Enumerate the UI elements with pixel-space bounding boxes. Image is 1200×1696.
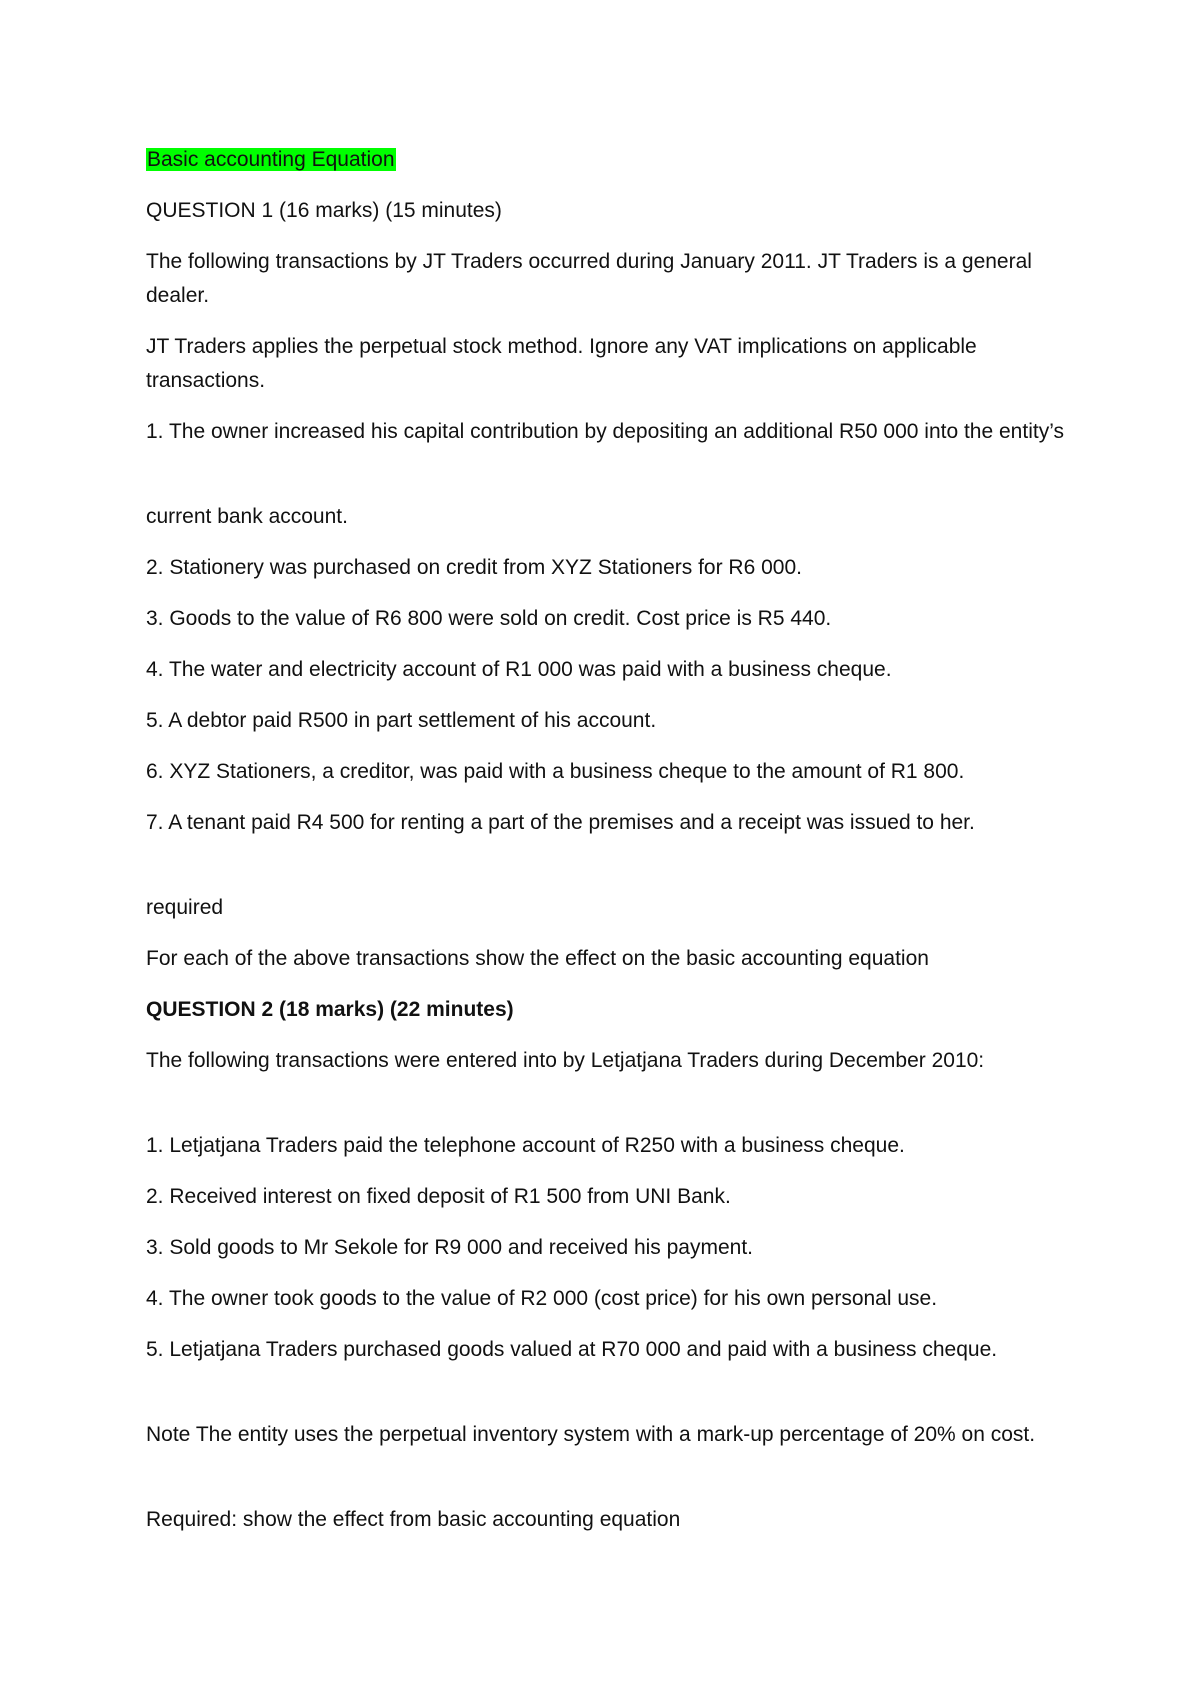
- q2-note: Note The entity uses the perpetual inventory system with a mark-up percentage of 20% on cost.: [146, 1423, 1036, 1446]
- document-title: [146, 143, 1066, 177]
- q1-item-4: 4. The water and electricity account of R1 000 was paid with a business cheque.: [146, 658, 892, 681]
- q2-item-4: 4. The owner took goods to the value of R2 000 (cost price) for his own personal use.: [146, 1287, 938, 1310]
- q2-heading: QUESTION 2 (18 marks) (22 minutes): [146, 998, 514, 1021]
- q1-required-text: For each of the above transactions show the effect on the basic accounting equation: [146, 947, 929, 970]
- q1-method: JT Traders applies the perpetual stock method. Ignore any VAT implications on applicable transactions.: [146, 335, 977, 392]
- q1-item-7: 7. A tenant paid R4 500 for renting a part of the premises and a receipt was issued to her.: [146, 811, 975, 834]
- q2-item-5: 5. Letjatjana Traders purchased goods valued at R70 000 and paid with a business cheque.: [146, 1338, 998, 1361]
- q1-intro: The following transactions by JT Traders occurred during January 2011. JT Traders is a general dealer.: [146, 250, 1032, 307]
- q1-item-1a: 1. The owner increased his capital contribution by depositing an additional R50 000 into the entity’s: [146, 420, 1064, 443]
- q1-heading: QUESTION 1 (16 marks) (15 minutes): [146, 199, 502, 222]
- q2-item-3: 3. Sold goods to Mr Sekole for R9 000 and received his payment.: [146, 1236, 754, 1259]
- q1-item-6: 6. XYZ Stationers, a creditor, was paid with a business cheque to the amount of R1 800.: [146, 760, 965, 783]
- q1-required-label: required: [146, 896, 224, 919]
- q2-item-2: 2. Received interest on fixed deposit of R1 500 from UNI Bank.: [146, 1185, 731, 1208]
- q2-intro: The following transactions were entered into by Letjatjana Traders during December 2010:: [146, 1049, 985, 1072]
- q1-item-1b: current bank account.: [146, 505, 348, 528]
- q2-required: Required: show the effect from basic accounting equation: [146, 1508, 681, 1531]
- title-highlight: Basic accounting Equation: [147, 148, 395, 171]
- q2-item-1: 1. Letjatjana Traders paid the telephone account of R250 with a business cheque.: [146, 1134, 905, 1157]
- q1-item-5: 5. A debtor paid R500 in part settlement of his account.: [146, 709, 657, 732]
- q1-item-2: 2. Stationery was purchased on credit from XYZ Stationers for R6 000.: [146, 556, 802, 579]
- q1-item-3: 3. Goods to the value of R6 800 were sold on credit. Cost price is R5 440.: [146, 607, 832, 630]
